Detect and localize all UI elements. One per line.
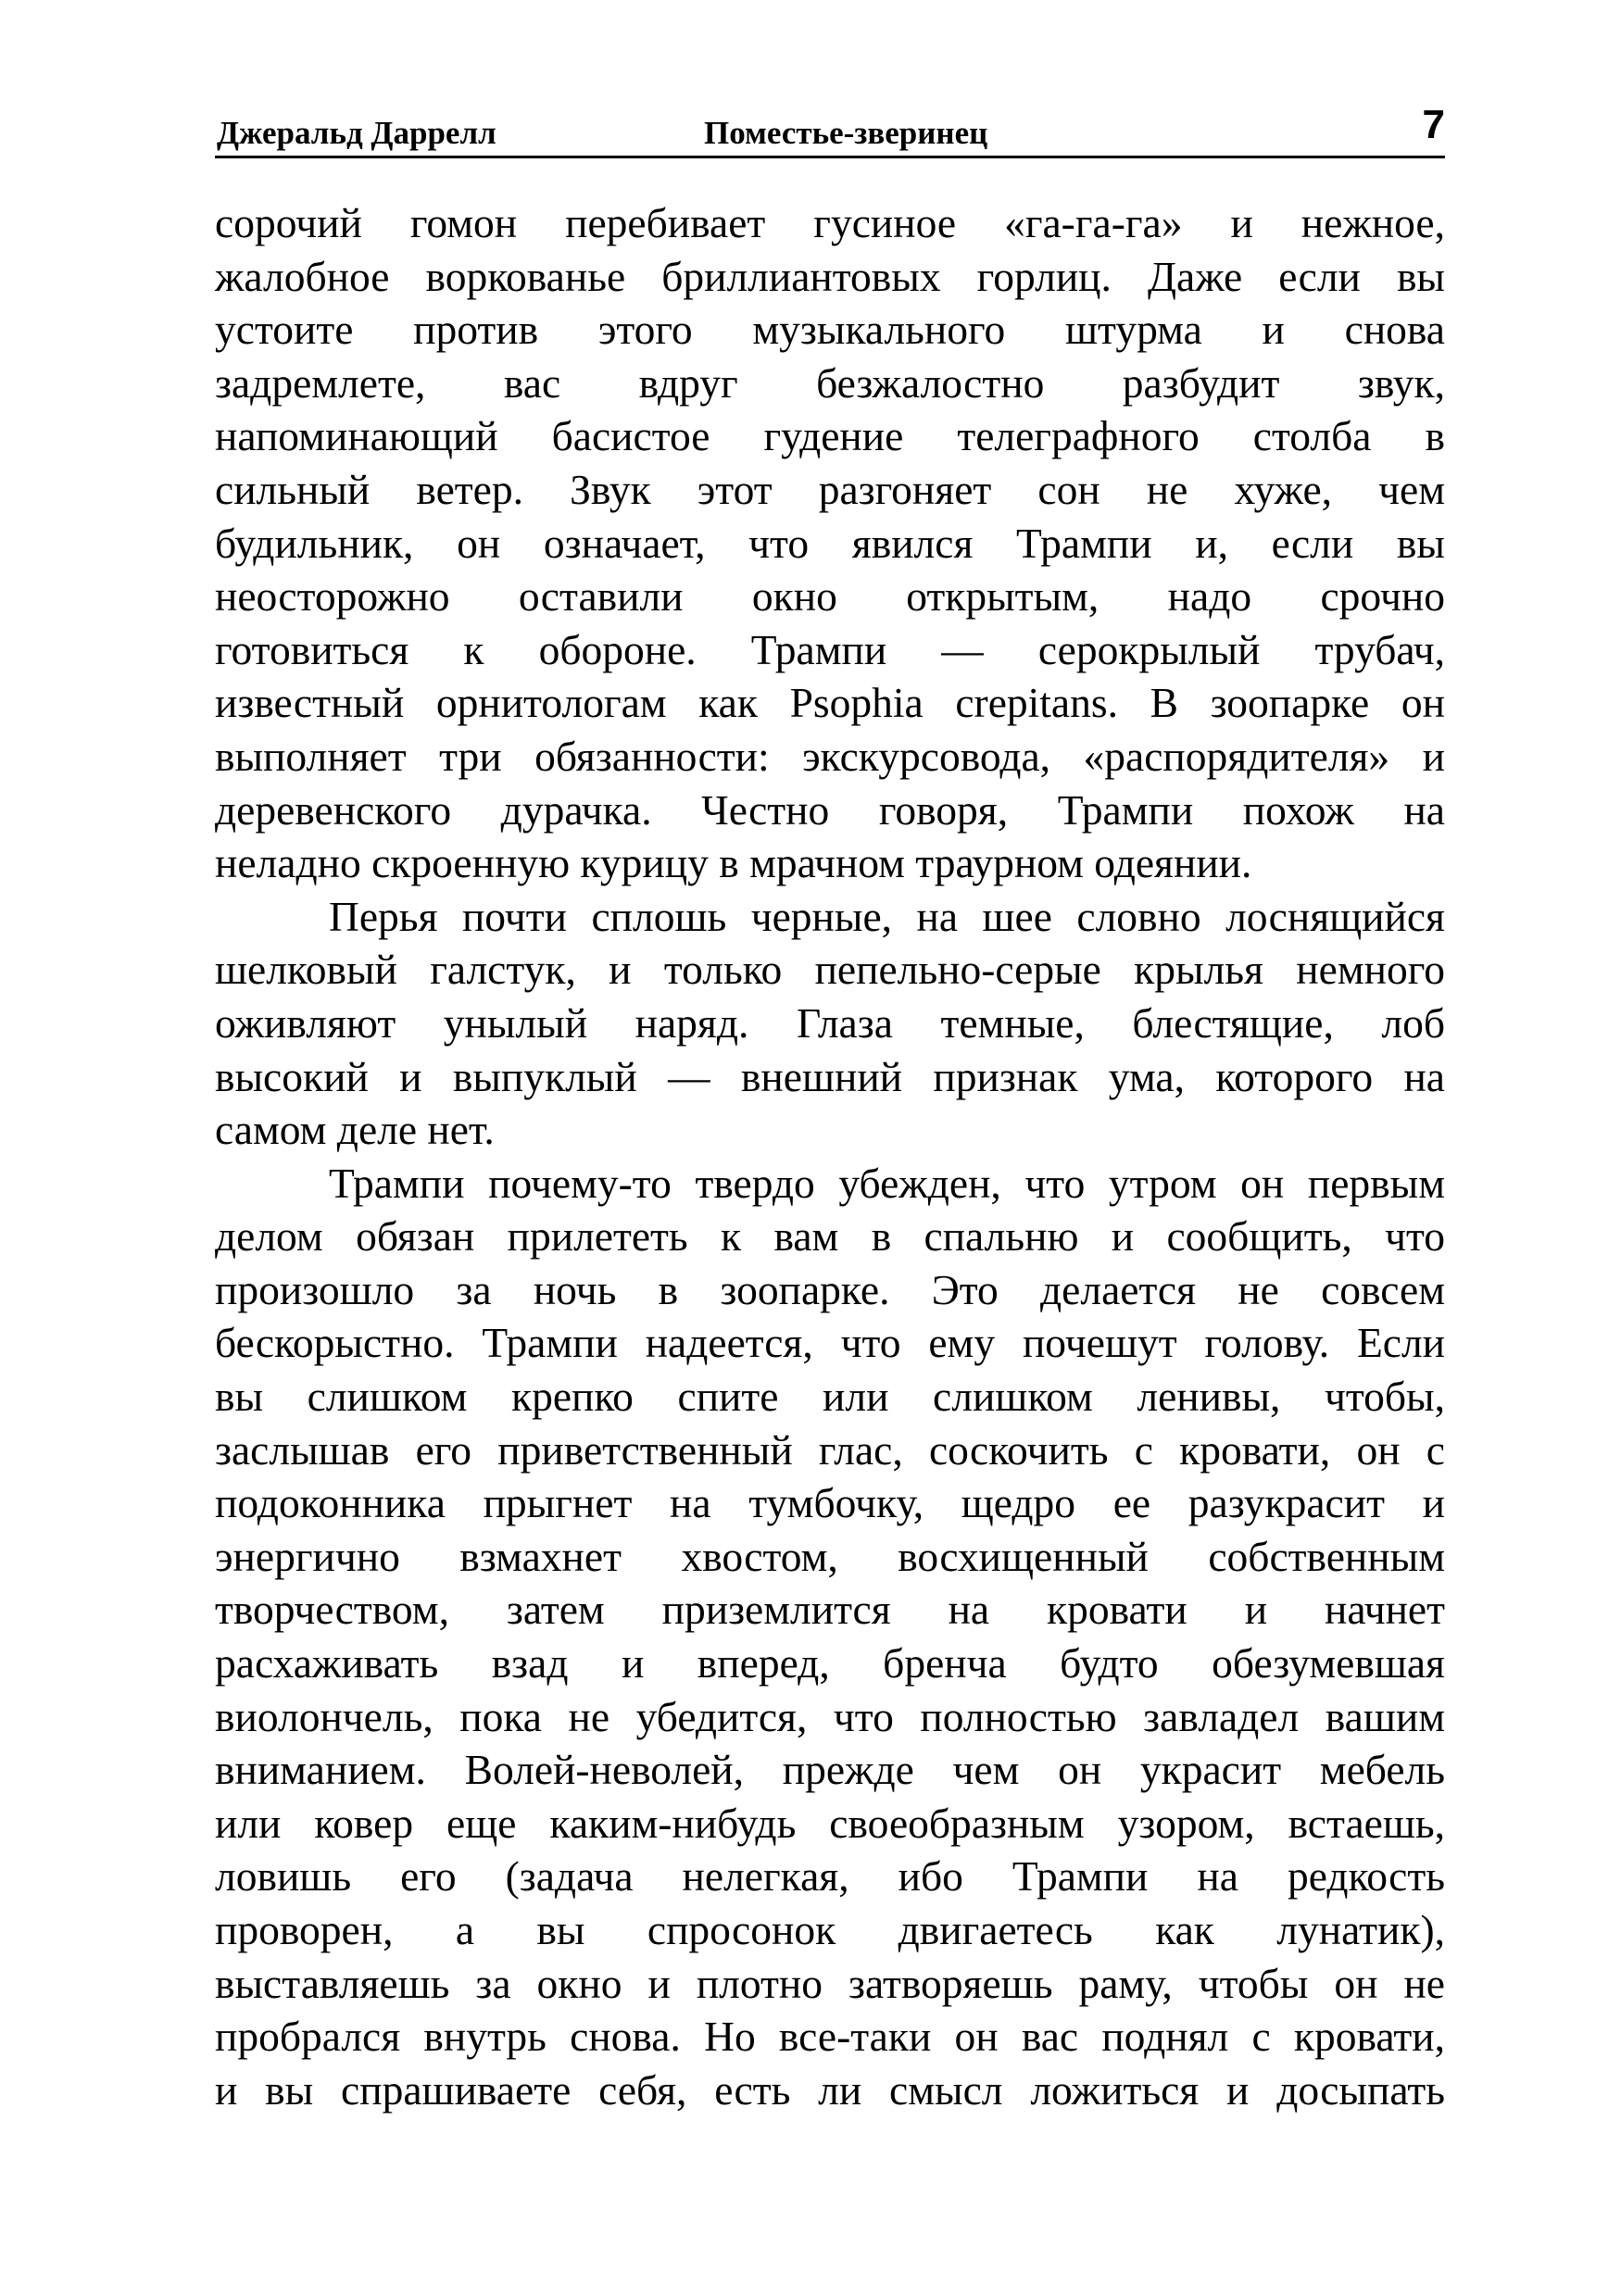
page-header bbox=[215, 102, 1445, 158]
text-line: вниманием. Волей-неволей, прежде чем он украсит мебель bbox=[215, 1746, 1445, 1794]
text-line: ловишь его (задача нелегкая, ибо Трампи на редкость bbox=[215, 1852, 1445, 1901]
text-line: неосторожно оставили окно открытым, надо срочно bbox=[215, 572, 1445, 621]
page-number: 7 bbox=[1422, 102, 1445, 147]
text-line: высокий и выпуклый — внешний признак ума, которого на bbox=[215, 1052, 1445, 1100]
text-line: выставляешь за окно и плотно затворяешь раму, чтобы он не bbox=[215, 1959, 1445, 2007]
text-line: вы слишком крепко спите или слишком ленивы, чтобы, bbox=[215, 1373, 1445, 1421]
header-author: Джеральд Даррелл bbox=[217, 115, 496, 151]
text-line: расхаживать взад и вперед, бренча будто обезумевшая bbox=[215, 1639, 1445, 1687]
text-line: или ковер еще каким-нибудь своеобразным узором, встаешь, bbox=[215, 1799, 1445, 1847]
text-line: бескорыстно. Трампи надеется, что ему почешут голову. Если bbox=[215, 1319, 1445, 1367]
text-line: подоконника прыгнет на тумбочку, щедро ее разукрасит и bbox=[215, 1479, 1445, 1527]
paragraph-3 bbox=[215, 1157, 1445, 2117]
text-line: виолончель, пока не убедится, что полностью завладел вашим bbox=[215, 1692, 1445, 1740]
text-line: заслышав его приветственный глас, соскочить с кровати, он с bbox=[215, 1425, 1445, 1474]
paragraph-1 bbox=[215, 196, 1445, 890]
text-line: творчеством, затем приземлится на кровати и начнет bbox=[215, 1586, 1445, 1634]
text-line: и вы спрашиваете себя, есть ли смысл ложиться и досыпать bbox=[215, 2065, 1445, 2114]
text-line: проворен, а вы спросонок двигаетесь как лунатик), bbox=[215, 1906, 1445, 1953]
text-line: жалобное воркованье бриллиантовых горлиц. Даже если вы bbox=[215, 252, 1445, 300]
text-line: деревенского дурачка. Честно говоря, Трампи похож на bbox=[215, 785, 1445, 834]
page-body bbox=[215, 196, 1445, 2116]
text-line: Перья почти сплошь черные, на шее словно лоснящийся bbox=[329, 892, 1445, 940]
text-line: известный орнитологам как Psophia crepitans. В зоопарке он bbox=[215, 679, 1445, 727]
text-line: произошло за ночь в зоопарке. Это делается не совсем bbox=[215, 1265, 1445, 1313]
text-line: будильник, он означает, что явился Трампи и, если вы bbox=[215, 519, 1445, 567]
text-line: устоите против этого музыкального штурма и снова bbox=[215, 306, 1445, 354]
text-line: оживляют унылый наряд. Глаза темные, блестящие, лоб bbox=[215, 998, 1445, 1047]
text-line: сорочий гомон перебивает гусиное «га-га-га» и нежное, bbox=[215, 199, 1445, 246]
text-line: сильный ветер. Звук этот разгоняет сон не хуже, чем bbox=[215, 465, 1445, 513]
text-line: шелковый галстук, и только пепельно-серые крылья немного bbox=[215, 946, 1445, 994]
text-line: напоминающий басистое гудение телеграфного столба в bbox=[215, 412, 1445, 460]
paragraph-2 bbox=[215, 890, 1445, 1157]
text-line: Трампи почему-то твердо убежден, что утром он первым bbox=[329, 1159, 1445, 1207]
text-line: делом обязан прилететь к вам в спальню и сообщить, что bbox=[215, 1212, 1445, 1261]
text-line: готовиться к обороне. Трампи — серокрылый трубач, bbox=[215, 625, 1445, 673]
text-line: неладно скроенную курицу в мрачном траурном одеянии. bbox=[215, 839, 1252, 887]
text-line: самом деле нет. bbox=[215, 1106, 495, 1154]
text-line: задремлете, вас вдруг безжалостно разбудит звук, bbox=[215, 358, 1445, 407]
header-title: Поместье-зверинец bbox=[704, 115, 988, 151]
text-line: выполняет три обязанности: экскурсовода, «распорядителя» и bbox=[215, 732, 1445, 780]
text-line: пробрался внутрь снова. Но все-таки он вас поднял с кровати, bbox=[215, 2013, 1445, 2061]
text-line: энергично взмахнет хвостом, восхищенный собственным bbox=[215, 1532, 1445, 1580]
